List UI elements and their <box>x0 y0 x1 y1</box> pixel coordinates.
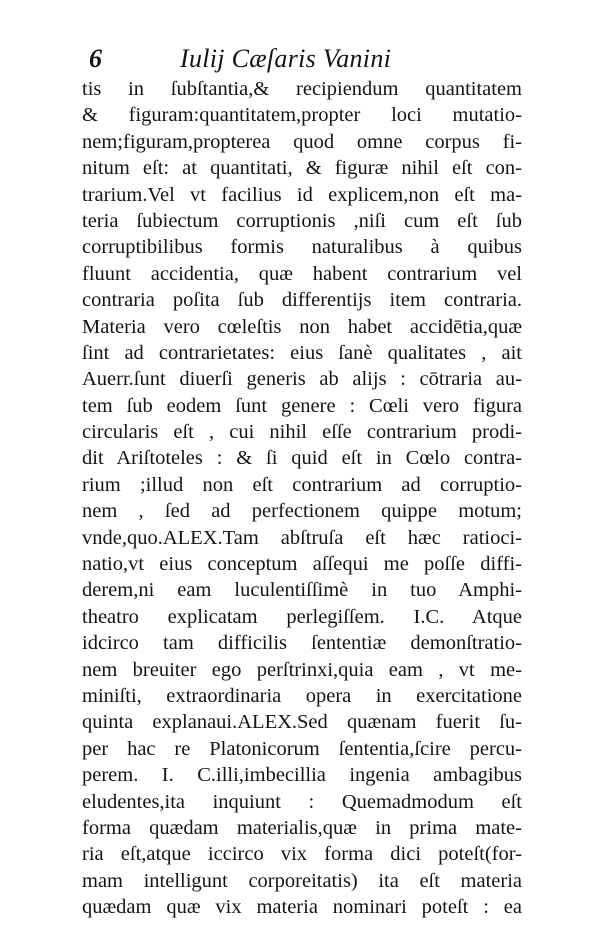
text-line: & figuram:quantitatem,propter loci mutatio- <box>82 104 522 127</box>
text-line: Auerr.ſunt diuerſi generis ab alijs : cōtraria au- <box>82 368 522 391</box>
text-line: contraria poſita ſub differentijs item contraria. <box>82 289 522 312</box>
text-line: dit Ariſtoteles : & ſi quid eſt in Cœlo contra- <box>82 447 522 470</box>
text-line: vnde,quo.ALEX.Tam abſtruſa eſt hæc ratioci- <box>82 526 522 549</box>
text-line: idcirco tam difficilis ſententiæ demonſtratio- <box>82 632 522 655</box>
text-line: forma quædam materialis,quæ in prima mate- <box>82 816 522 839</box>
body-text <box>82 76 522 921</box>
text-line: mam intelligunt corporeitatis) ita eſt materia <box>82 869 522 892</box>
text-line: Materia vero cœleſtis non habet accidētia,quæ <box>82 315 522 338</box>
text-line: corruptibilibus formis naturalibus à quibus <box>82 236 522 259</box>
text-line: teria ſubiectum corruptionis ,niſi cum eſt ſub <box>82 209 522 232</box>
text-line: fluunt accidentia, quæ habent contrarium vel <box>82 262 522 285</box>
text-line: rium ;illud non eſt contrarium ad corruptio- <box>82 473 522 496</box>
text-line: derem,ni eam luculentiſſimè in tuo Amphi- <box>82 579 522 602</box>
text-line: eludentes,ita inquiunt : Quemadmodum eſt <box>82 790 522 813</box>
text-line: natio,vt eius conceptum aſſequi me poſſe diffi- <box>82 553 522 576</box>
text-line: perem. I. C.illi,imbecillia ingenia ambagibus <box>82 764 522 787</box>
text-line: nem , ſed ad perfectionem quippe motum; <box>82 500 522 523</box>
text-line: ria eſt,atque iccirco vix forma dici poteſt(for- <box>82 843 522 866</box>
text-line: per hac re Platonicorum ſententia,ſcire percu- <box>82 737 522 760</box>
page-number: 6 <box>89 44 102 73</box>
text-line: trarium.Vel vt facilius id explicem,non eſt ma- <box>82 183 522 206</box>
running-title: Iulij Cæſaris Vanini <box>180 44 392 73</box>
text-line: tis in ſubſtantia,& recipiendum quantitatem <box>82 78 522 100</box>
text-line: tem ſub eodem ſunt genere : Cœli vero figura <box>82 394 522 417</box>
text-line: theatro explicatam perlegiſſem. I.C. Atque <box>82 605 522 628</box>
text-line: quinta explanaui.ALEX.Sed quænam fuerit ſu- <box>82 711 522 734</box>
text-line: circularis eſt , cui nihil eſſe contrarium prodi- <box>82 421 522 444</box>
text-line: quædam quæ vix materia nominari poteſt : ea <box>82 896 522 919</box>
text-line: nem;figuram,propterea quod omne corpus fi- <box>82 130 522 153</box>
text-line: miniſti, extraordinaria opera in exercitatione <box>82 684 522 707</box>
text-line: nitum eſt: at quantitati, & figuræ nihil eſt con- <box>82 157 522 180</box>
text-line: ſint ad contrarietates: eius ſanè qualitates , ait <box>82 341 522 364</box>
text-line: nem breuiter ego perſtrinxi,quia eam , vt me- <box>82 658 522 681</box>
page-header <box>0 44 591 80</box>
